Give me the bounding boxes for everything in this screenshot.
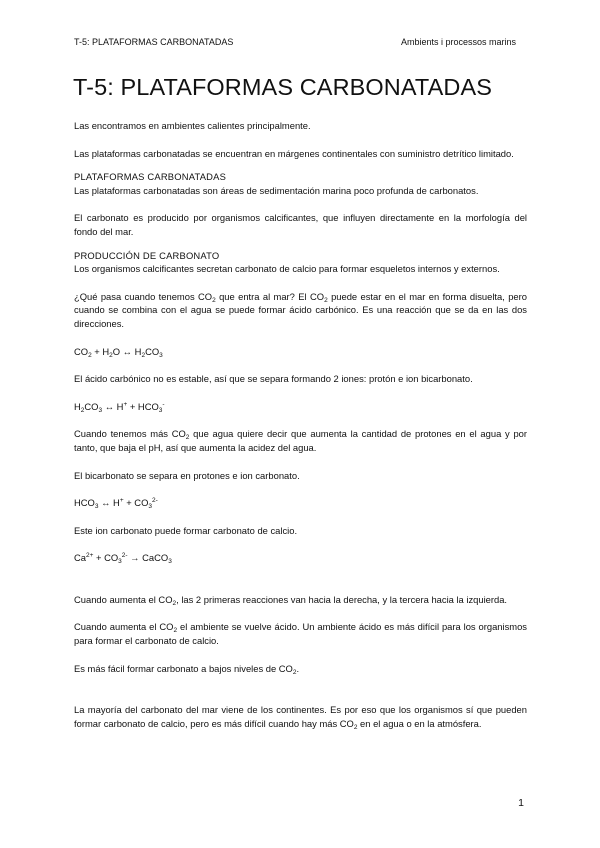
paragraph: El bicarbonato se separa en protones e ion carbonato. [74, 469, 300, 481]
page-title: T-5: PLATAFORMAS CARBONATADAS [73, 74, 493, 100]
running-header-title: T-5: PLATAFORMAS CARBONATADAS [74, 37, 234, 47]
equation: $H_2CO_3$ ↔ $H^+ + HCO_3^-$ [74, 400, 165, 414]
running-header-course: Ambients i processos marins [400, 37, 516, 47]
equation: $CO_2 + H_2O$ ↔ $H_2CO_3$ [74, 345, 163, 359]
paragraph: Las encontramos en ambientes calientes principalmente. [74, 120, 311, 131]
document-body [74, 119, 527, 730]
paragraph: Cuando aumenta el $CO_2$ el ambiente se vuelve ácido. Un ambiente ácido es más difícil para los organismos para formar el carbonato de calcio. [74, 621, 527, 647]
paragraph: Las plataformas carbonatadas son áreas de sedimentación marina poco profunda de carbonatos. [74, 184, 479, 196]
paragraph: Este ion carbonato puede formar carbonato de calcio. [74, 524, 298, 536]
paragraph: Las plataformas carbonatadas se encuentran en márgenes continentales con suministro detrítico limitado. [74, 147, 514, 159]
paragraph: La mayoría del carbonato del mar viene de los continentes. Es por eso que los organismos sí que pueden formar carbonato de calcio, pero es más difícil cuando hay más $CO_2$ en el agua o en la atmósfera. [74, 704, 527, 731]
paragraph: El ácido carbónico no es estable, así que se separa formando 2 iones: protón e ion bicarbonato. [74, 373, 473, 385]
paragraph: Los organismos calcificantes secretan carbonato de calcio para formar esqueletos internos y externos. [74, 263, 500, 275]
section-heading: PLATAFORMAS CARBONATADAS [74, 171, 227, 183]
paragraph: El carbonato es producido por organismos calcificantes, que influyen directamente en la morfología del fondo del mar. [74, 212, 527, 237]
equation: $Ca^{2+} + CO_3^{2-}$ → CaCO$_3$ [74, 552, 172, 566]
paragraph: Es más fácil formar carbonato a bajos niveles de $CO_2$. [74, 662, 300, 676]
page-number: 1 [518, 797, 524, 809]
paragraph: Cuando tenemos más $CO_2$ que agua quiere decir que aumenta la cantidad de protones en el agua y por tanto, que baja el pH, así que aumenta la acidez del agua. [74, 428, 527, 453]
section-heading: PRODUCCIÓN DE CARBONATO [74, 249, 220, 261]
paragraph: ¿Qué pasa cuando tenemos $CO_2$ que entra al mar? El $CO_2$ puede estar en el mar en forma disuelta, pero cuando se combina con el agua se puede formar ácido carbónico. Es una reacción que se da en las dos direcciones. [74, 290, 527, 329]
paragraph: Cuando aumenta el $CO_2$, las 2 primeras reacciones van hacia la derecha, y la tercera hacia la izquierda. [74, 593, 508, 607]
equation: $HCO_3$ ↔ $H^+ + CO_3^{2-}$ [74, 497, 158, 511]
